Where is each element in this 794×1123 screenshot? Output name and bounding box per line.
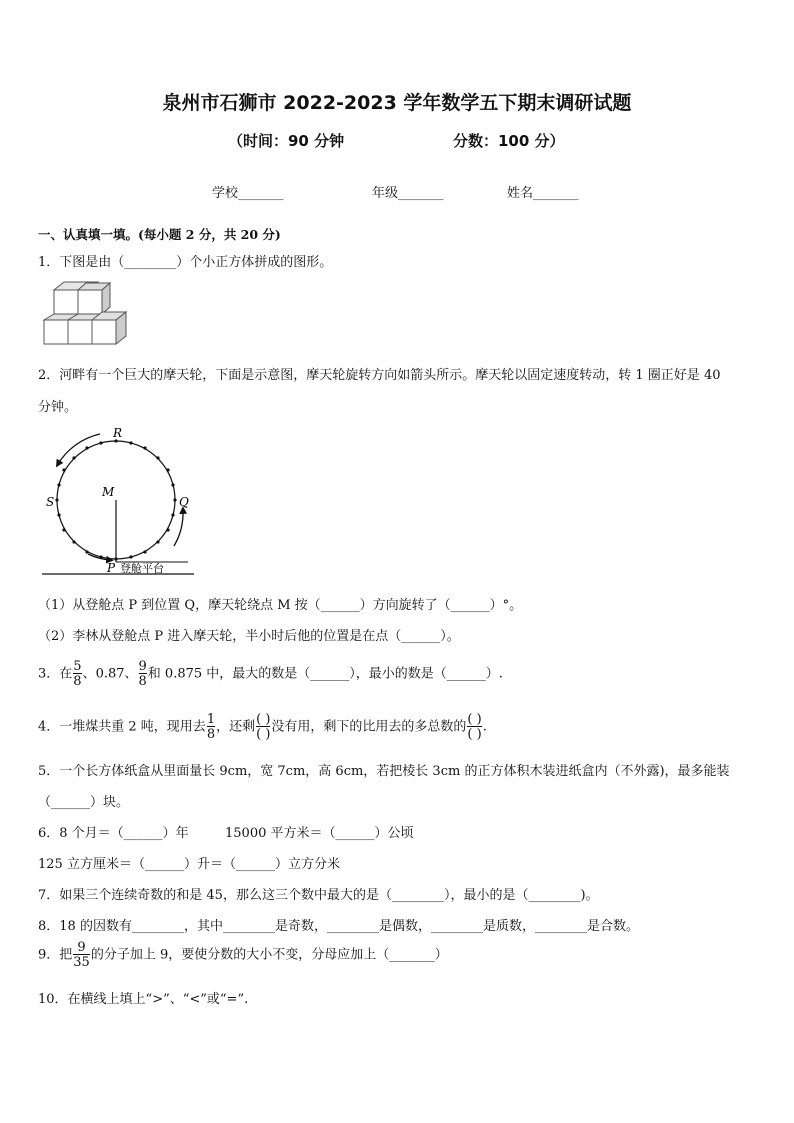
q3-mid: 、0.87、	[82, 666, 138, 682]
school-field: 学校_______	[212, 186, 284, 201]
fraction-denominator: ( )	[467, 727, 482, 742]
question-6-line1b: 15000 平方米＝（______）公顷	[225, 826, 414, 841]
label-P: P	[107, 561, 116, 575]
fraction-numerator: ( )	[256, 712, 271, 727]
fraction-numerator: 9	[77, 940, 86, 955]
exam-time: （时间：90 分钟	[228, 132, 345, 150]
question-2-line2: 分钟。	[38, 400, 78, 415]
question-6-line1a: 6．8 个月＝（______）年	[38, 826, 189, 841]
question-2-sub1: （1）从登舱点 P 到位置 Q，摩天轮绕点 M 按（______）方向旋转了（______）°。	[38, 598, 523, 613]
label-M: M	[102, 485, 115, 499]
label-platform: 登舱平台	[120, 562, 164, 575]
q4-mid1: ，还剩	[216, 719, 256, 735]
q3-prefix: 3．在	[38, 666, 73, 682]
q4-mid2: 没有用，剩下的比用去的多总数的	[271, 719, 467, 735]
blank-fraction-difference	[467, 713, 481, 741]
question-2-line1: 2．河畔有一个巨大的摩天轮，下面是示意图，摩天轮旋转方向如箭头所示。摩天轮以固定速度转动，转 1 圈正好是 40	[38, 368, 721, 383]
label-S: S	[46, 495, 55, 509]
fraction-denominator: 8	[138, 674, 147, 689]
fraction-denominator: 35	[73, 955, 90, 970]
q9-suffix: 的分子加上 9，要使分数的大小不变，分母应加上（_______）	[90, 947, 448, 963]
blank-fraction-remaining	[256, 713, 270, 741]
label-R: R	[113, 426, 123, 440]
cube-figure	[40, 280, 132, 346]
question-8: 8．18 的因数有________，其中________是奇数，________是偶数，________是质数，________是合数。	[38, 919, 639, 934]
fraction-denominator: 8	[73, 674, 82, 689]
fraction-numerator: 5	[73, 659, 82, 674]
q4-end: .	[482, 719, 487, 735]
question-1: 1．下图是由（________）个小正方体拼成的图形。	[38, 255, 333, 270]
top-arrow	[58, 434, 100, 464]
fraction-denominator: ( )	[256, 727, 271, 742]
fraction-denominator: 8	[206, 727, 216, 742]
fraction-9-35	[73, 941, 90, 969]
page-title: 泉州市石狮市 2022-2023 学年数学五下期末调研试题	[162, 92, 632, 114]
question-9	[38, 941, 448, 969]
q9-prefix: 9．把	[38, 947, 73, 963]
fraction-numerator: ( )	[467, 712, 482, 727]
question-7: 7．如果三个连续奇数的和是 45，那么这三个数中最大的是（________），最小的是（________)。	[38, 888, 599, 903]
q4-prefix: 4．一堆煤共重 2 吨，现用去	[38, 719, 206, 735]
fraction-1-8	[207, 713, 215, 741]
name-field: 姓名_______	[507, 186, 579, 201]
ferris-wheel-diagram	[38, 422, 198, 578]
q3-suffix: 和 0.875 中，最大的数是（______），最小的数是（______）.	[147, 666, 503, 682]
fraction-numerator: 1	[206, 712, 216, 727]
fraction-numerator: 9	[138, 659, 147, 674]
question-4	[38, 713, 487, 741]
label-Q: Q	[179, 495, 189, 509]
question-3	[38, 660, 503, 688]
question-10: 10．在横线上填上“>”、“<”或“=”.	[38, 992, 249, 1007]
question-5-line2: （______）块。	[38, 795, 130, 810]
exam-score: 分数：100 分）	[453, 132, 565, 150]
fraction-9-8	[139, 660, 147, 688]
question-6-line2: 125 立方厘米＝（______）升＝（______）立方分米	[38, 857, 340, 872]
question-2-sub2: （2）李林从登舱点 P 进入摩天轮，半小时后他的位置是在点（______）。	[38, 629, 460, 644]
grade-field: 年级_______	[372, 186, 444, 201]
question-5-line1: 5．一个长方体纸盒从里面量长 9cm，宽 7cm，高 6cm，若把棱长 3cm 的正方体积木装进纸盒内（不外露)，最多能装	[38, 764, 730, 779]
section-heading: 一、认真填一填。(每小题 2 分，共 20 分)	[38, 227, 281, 242]
fraction-5-8	[73, 660, 81, 688]
right-arrow	[174, 510, 183, 546]
